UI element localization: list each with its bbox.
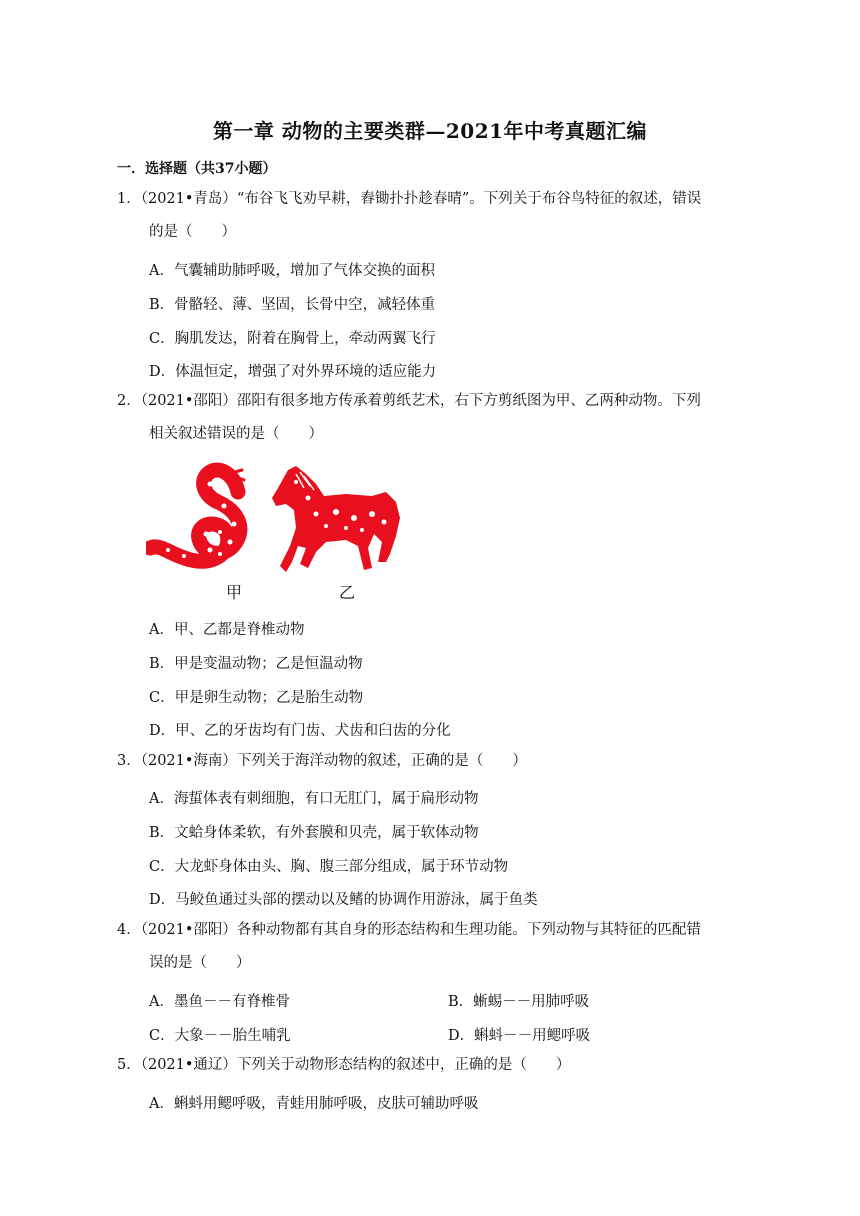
horse-paper-cut xyxy=(272,466,400,572)
section-heading: 一．选择题（共37小题） xyxy=(117,161,277,177)
question-1-option-a: A．气囊辅助肺呼吸，增加了气体交换的面积 xyxy=(149,263,435,279)
question-4-option-b: B．蜥蜴－－用肺呼吸 xyxy=(448,994,590,1010)
question-3-stem xyxy=(117,745,737,778)
question-1-option-d: D．体温恒定，增强了对外界环境的适应能力 xyxy=(149,364,437,380)
question-4-option-c: C．大象－－胎生哺乳 xyxy=(149,1028,291,1044)
paper-cut-figure xyxy=(146,462,406,602)
question-2-option-c: C．甲是卵生动物；乙是胎生动物 xyxy=(149,690,364,706)
question-1-option-c: C．胸肌发达，附着在胸骨上，牵动两翼飞行 xyxy=(149,331,436,347)
question-1-line1: 1．（2021•青岛）“布谷飞飞劝早耕，舂锄扑扑趁春晴”。下列关于布谷鸟特征的叙述，错误 xyxy=(117,191,702,207)
question-4-option-a: A．墨鱼－－有脊椎骨 xyxy=(149,994,290,1010)
question-1-option-b: B．骨骼轻、薄、坚固，长骨中空，减轻体重 xyxy=(149,297,436,313)
question-5-option-a: A．蝌蚪用鳃呼吸，青蛙用肺呼吸，皮肤可辅助呼吸 xyxy=(149,1096,479,1112)
question-4-line1: 4．（2021•邵阳）各种动物都有其自身的形态结构和生理功能。下列动物与其特征的匹配错 xyxy=(117,922,701,938)
question-3-option-b: B．文蛤身体柔软，有外套膜和贝壳，属于软体动物 xyxy=(149,825,479,841)
question-3-option-d: D．马鲛鱼通过头部的摆动以及鳍的协调作用游泳，属于鱼类 xyxy=(149,892,538,908)
figure-label-jia: 甲 xyxy=(226,583,243,602)
snake-paper-cut xyxy=(150,470,244,561)
paper-cut-illustration xyxy=(146,462,406,602)
question-2-line1: 2．（2021•邵阳）邵阳有很多地方传承着剪纸艺术，右下方剪纸图为甲、乙两种动物。下列 xyxy=(117,393,701,409)
question-3-line1: 3．（2021•海南）下列关于海洋动物的叙述，正确的是（ ） xyxy=(117,753,527,769)
question-2-line2: 相关叙述错误的是（ ） xyxy=(149,426,323,442)
question-5-stem xyxy=(117,1049,737,1082)
question-2-option-a: A．甲、乙都是脊椎动物 xyxy=(149,622,305,638)
question-1-stem xyxy=(117,183,737,249)
figure-label-yi: 乙 xyxy=(339,583,356,602)
question-3-option-a: A．海蜇体表有刺细胞，有口无肛门，属于扁形动物 xyxy=(149,791,479,807)
question-4-line2: 误的是（ ） xyxy=(149,955,251,971)
question-4-option-d: D．蝌蚪－－用鳃呼吸 xyxy=(448,1028,591,1044)
question-3-option-c: C．大龙虾身体由头、胸、腹三部分组成，属于环节动物 xyxy=(149,859,509,875)
question-4-stem xyxy=(117,914,737,980)
page-title: 第一章 动物的主要类群—2021年中考真题汇编 xyxy=(212,119,648,143)
question-2-option-b: B．甲是变温动物；乙是恒温动物 xyxy=(149,656,363,672)
question-2-stem xyxy=(117,385,737,451)
question-1-line2: 的是（ ） xyxy=(149,224,236,240)
question-2-option-d: D．甲、乙的牙齿均有门齿、犬齿和臼齿的分化 xyxy=(149,723,451,739)
question-5-line1: 5．（2021•通辽）下列关于动物形态结构的叙述中，正确的是（ ） xyxy=(117,1057,571,1073)
